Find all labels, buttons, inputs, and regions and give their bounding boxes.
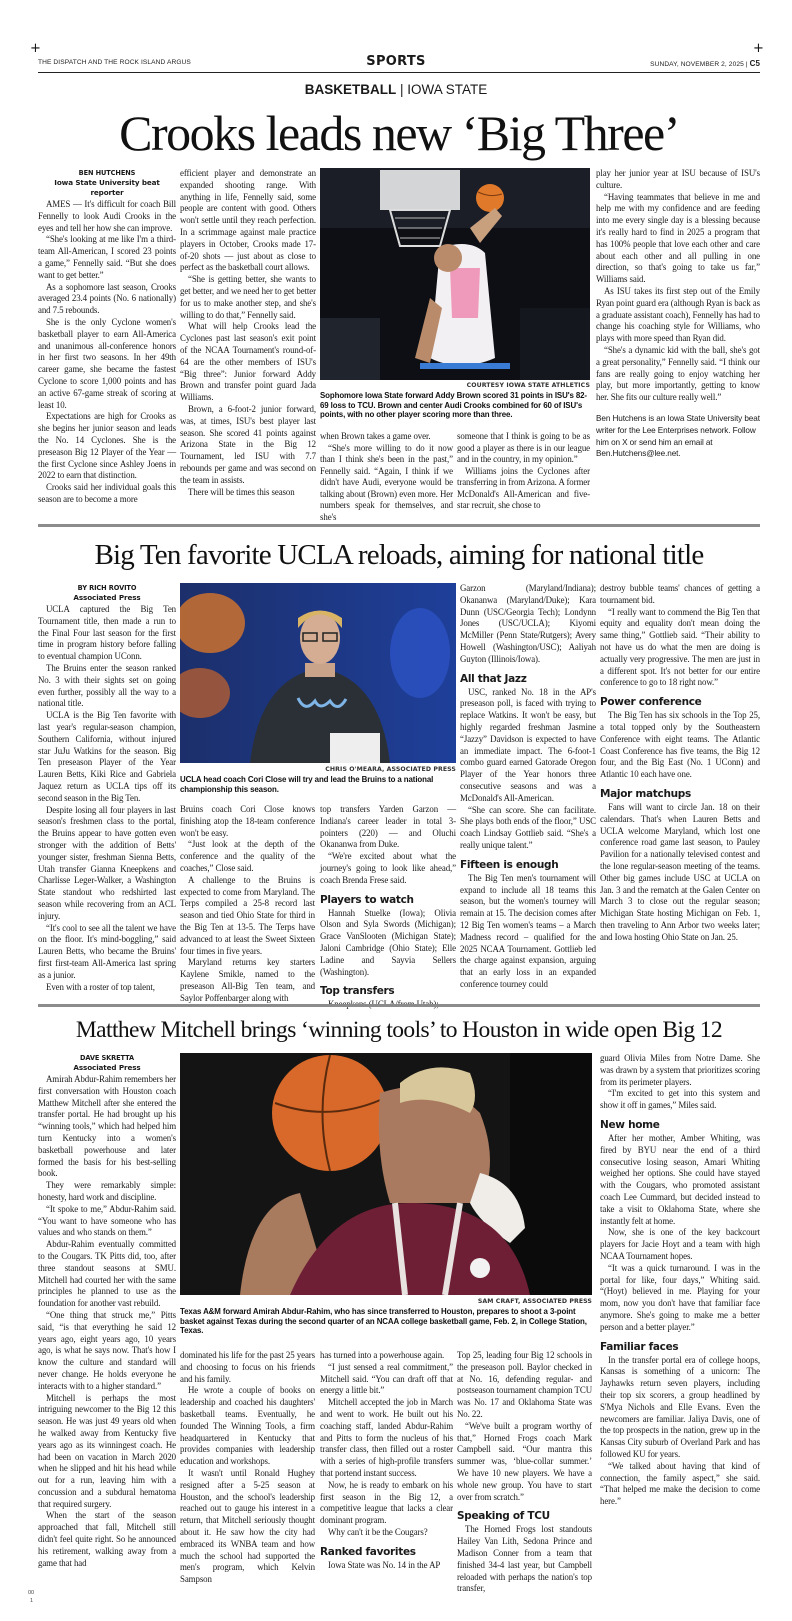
header-rule <box>38 72 760 73</box>
photo-cori-close <box>180 583 456 763</box>
paragraph: “We talked about having that kind of connection, the family aspect,” she said. “That helped me make the decision to come here.” <box>600 1460 760 1507</box>
paragraph: Iowa State was No. 14 in the AP <box>328 1559 441 1570</box>
article1-column-4 <box>457 431 590 512</box>
paragraph: dominated his life for the past 25 years and choosing to focus on his friends and his family. <box>180 1350 315 1384</box>
photo-credit: COURTESY IOWA STATE ATHLETICS <box>466 382 590 389</box>
photo-credit: SAM CRAFT, ASSOCIATED PRESS <box>477 1298 592 1305</box>
byline <box>38 1053 176 1073</box>
headline-ucla <box>38 535 760 575</box>
issue-date: SUNDAY, NOVEMBER 2, 2025 <box>650 61 744 68</box>
headline-text: Big Ten favorite UCLA reloads, aiming for national title <box>94 539 704 571</box>
paragraph: There will be times this season <box>188 486 295 497</box>
section-title: SPORTS <box>366 54 426 69</box>
kicker-divider: | <box>396 82 408 97</box>
subhead: Major matchups <box>600 787 691 800</box>
paragraph: The Horned Frogs lost standouts Hailey Van Lith, Sedona Prince and Madison Conner from a team that finished 34-4 last year, but Campbell reloaded with perhaps the nation's top transfer, <box>457 1524 592 1594</box>
photo-abdur-rahim <box>180 1053 592 1295</box>
plate-mark: 00 <box>28 1590 35 1596</box>
photo-addy-brown <box>320 168 590 380</box>
date-and-page <box>650 59 760 68</box>
article2-column-4 <box>460 583 596 991</box>
byline-name: DAVE SKRETTA <box>79 1054 134 1062</box>
paragraph: Despite losing all four players in last season's freshmen class to the portal, the Bruins appear to have gotten even stronger with the addition of Betts' younger sister, freshman Sienna Betts, Utah transfer Gianna Kneepkens and Charlisse Leger-Walker, a Washington State standout who redshirted last season while recovering from an ACL injury. <box>38 804 176 921</box>
article1-column-1 <box>38 168 176 506</box>
paragraph: He wrote a couple of books on leadership and coached his daughters' basketball teams. Eventually, he founded The Winning Tools, a firm headquartered in Kentucky that provides companies with leadership education and workshops. <box>180 1385 315 1467</box>
divider: | <box>745 61 750 68</box>
byline-name: BY RICH ROVITO <box>77 584 137 592</box>
paragraph: someone that I think is going to be as good a player as there is in our league and in the country, in my opinion.” <box>457 431 590 464</box>
byline-role: Associated Press <box>73 1063 141 1072</box>
paragraph: AMES — It's difficult for coach Bill Fennelly to look Audi Crooks in the eyes and tell her how she can improve. <box>38 199 176 233</box>
paragraph: Bruins coach Cori Close knows finishing atop the 18-team conference won't be easy. <box>180 804 315 838</box>
article-separator <box>38 1004 760 1007</box>
paragraph: “It spoke to me,” Abdur-Rahim said. “You want to have someone who has values and who stands on them.” <box>38 1203 176 1238</box>
byline-role: Associated Press <box>73 593 141 602</box>
paragraph: Now, she is one of the key backcourt players for Jacie Hoyt and a team with high NCAA Tournament hopes. <box>600 1227 760 1261</box>
paragraph: Abdur-Rahim eventually committed to the Cougars. TK Pitts did, too, after three standout seasons at SMU. Mitchell had courted her with the same principles he planned to use as the foundation for another vast rebuild. <box>38 1239 176 1309</box>
subhead: Familiar faces <box>600 1340 679 1353</box>
article1-column-2 <box>180 168 316 498</box>
paragraph: Now, he is ready to embark on his first season in the Big 12, a competitive league that lacks a clear dominant program. <box>320 1479 453 1526</box>
paragraph: The Big Ten men's tournament will expand to include all 18 teams this season, but the women's tourney will remain at 15. The decision comes after 12 Big Ten women's teams – a March Madness record – qualified for the 2025 NCAA Tournament. Gottlieb led the charge against expansion, arguing that an early loss in an expanded conference tourney could <box>460 872 596 989</box>
article3-column-2 <box>180 1350 315 1586</box>
author-tagline: Ben Hutchens is an Iowa State University beat writer for the Lee Enterprises network. Follow him on X or send him an email at Ben.Hutchens@lee.net. <box>596 413 760 459</box>
headline-text: Matthew Mitchell brings ‘winning tools’ to Houston in wide open Big 12 <box>75 1017 723 1043</box>
paragraph: Mitchell is perhaps the most intriguing newcomer to the Big 12 this season. He was just 49 years old when he walked away from Kentucky five years ago as its winningest coach. He had been on vacation in March 2020 when he slipped and hit his head while out for a run, leaving him with a concussion and a subdural hematoma that required surgery. <box>38 1392 176 1509</box>
paragraph: Crooks said her individual goals this season are to become a more <box>38 482 176 504</box>
paragraph: “One thing that struck me,” Pitts said, “is that everything he said 12 years ago, eight years ago, 10 years ago, is what he says now. That's how I know the culture and standard will never change. He holds everyone he interacts with to a higher standard.” <box>38 1309 176 1391</box>
subhead: New home <box>600 1118 660 1131</box>
paragraph: What will help Crooks lead the Cyclones past last season's exit point of the NCAA Tournament's round-of-64 are the other members of ISU's “Big three”: Junior forward Addy Brown and transfer point guard Jada Williams. <box>180 321 316 403</box>
headline-crooks <box>38 104 760 162</box>
paragraph: “I'm excited to get into this system and show it off in games,” Miles said. <box>600 1088 760 1111</box>
kicker-topic: IOWA STATE <box>407 82 488 97</box>
photo-caption: UCLA head coach Cori Close will try and lead the Bruins to a national championship this season. <box>180 775 434 794</box>
paragraph: Why can't it be the Cougars? <box>328 1526 428 1537</box>
article3-column-5 <box>600 1053 760 1508</box>
paragraph: As ISU takes its first step out of the Emily Ryan point guard era (although Ryan is back as a graduate assistant coach), Fennelly has had to change his coaching style for Williams, who plays with more speed than Ryan did. <box>596 285 760 344</box>
byline <box>38 583 176 603</box>
paragraph: When the start of the season approached that fall, Mitchell still didn't feel quite right. So he announced his retirement, walking away from a game that had <box>38 1510 176 1568</box>
crop-mark-icon: + <box>30 41 41 56</box>
crop-mark-icon: + <box>753 41 764 56</box>
paragraph: The Bruins enter the season ranked No. 3 with their sights set on going even further, possibly all the way to a national title. <box>38 662 176 709</box>
paragraph: Fans will want to circle Jan. 18 on their calendars. That's when Lauren Betts and UCLA welcome Maryland, which lost one conference road game last season, to Pauley Pavilion for a nationally televised contest and the lone regular-season meeting of the teams. Other big games include USC at UCLA on Jan. 3 and the rematch at the Galen Center on March 3 to close out the regular season; Michigan State hosting Michigan on Feb. 1, then traveling to Ann Arbor two weeks later; and Iowa hosting Ohio State on Jan. 25. <box>600 801 760 942</box>
photo-credit: CHRIS O'MEARA, ASSOCIATED PRESS <box>325 766 456 773</box>
paragraph: “We've built a program worthy of that,” Horned Frogs coach Mark Campbell said. “Our mantra this summer was, ‘blue-collar summer.’ We have 10 new players. We have a whole new group. You have to start over from scratch.” <box>457 1420 592 1502</box>
headline-text: Crooks leads new ‘Big Three’ <box>119 105 679 161</box>
paragraph: USC, ranked No. 18 in the AP's preseason poll, is faced with trying to replace Watkins. It won't be easy, but highly regarded freshman Jasmine “Jazzy” Davidson is expected to have an immediate impact. The 6-foot-1 combo guard earned Gatorade Oregon Player of the Year honors three consecutive seasons and was a McDonald's All-American. <box>460 686 596 803</box>
paragraph: “I really want to commend the Big Ten that equity and equality don't mean doing the same thing,” Gottlieb said. “Their ability to not have us do what the men are doing is actually very progressive. The men are just in a different spot. It's not better for our entire conference to go to 18 right now.” <box>600 606 760 688</box>
paragraph: “I just sensed a real commitment,” Mitchell said. “You can draft off that energy a little bit.” <box>320 1361 453 1396</box>
publication-name: THE DISPATCH AND THE ROCK ISLAND ARGUS <box>38 59 191 66</box>
paragraph: Expectations are high for Crooks as she begins her junior season and leads the No. 14 Cyclones. She is the preseason Big 12 Player of the Year — the first Cyclone since Ashley Joens in 2022 to earn that distinction. <box>38 411 176 481</box>
paragraph: “She's looking at me like I'm a third-team All-American, I scored 23 points a game,” Fennelly said. “But she does want to get better.” <box>38 234 176 280</box>
paragraph: She is the only Cyclone women's basketball player to earn All-America and unanimous all-conference honors in her first two seasons. In her 49th career game, she became the fastest Cyclone to score 1,000 points and has an active 67-game streak of scoring at least 10. <box>38 316 176 410</box>
headline-mitchell <box>38 1013 760 1047</box>
paragraph: Maryland returns key starters Kaylene Smikle, named to the preseason All-Big Ten team, and Saylor Poffenbarger along with <box>180 957 315 1003</box>
article-separator <box>38 524 760 527</box>
byline <box>38 168 176 198</box>
paragraph: top transfers Yarden Garzon — Indiana's career leader in total 3-pointers (220) — and Oluchi Okananwa from Duke. <box>320 804 456 850</box>
paragraph: “It was a quick turnaround. I was in the portal for like, four days,” Whiting said. “(Hoyt) believed in me. Playing for your mom, now you don't have that familiar face anymore. She's going to make me a better person and a better player.” <box>600 1262 760 1332</box>
paragraph: As a sophomore last season, Crooks averaged 23.4 points (No. 6 nationally) and 7.5 rebounds. <box>38 281 176 316</box>
paragraph: “It's cool to see all the talent we have on the floor. It's mind-boggling,” said Lauren Betts, who became the Bruins' first first-team All-America last spring as a junior. <box>38 922 176 980</box>
paragraph: efficient player and demonstrate an expanded shooting range. With anything in life, Fennelly said, some people are content with good. Others won't settle until they reach perfection. In a scrimmage against male practice players in October, Crooks made 17-of-20 shots — just about as close to perfect as the basketball court allows. <box>180 168 316 273</box>
subhead: Ranked favorites <box>320 1545 416 1558</box>
paragraph: Brown, a 6-foot-2 junior forward, was, at times, ISU's best player last season. She scored 41 points against Arizona State in the Big 12 Tournament, led ISU with 7.7 rebounds per game and was second on the team in assists. <box>180 403 316 485</box>
subhead: Fifteen is enough <box>460 858 559 871</box>
paragraph: “We're excited about what the journey's going to look like ahead,” coach Brenda Frese said. <box>320 851 456 885</box>
article1-column-3 <box>320 431 453 523</box>
paragraph: Even with a roster of top talent, <box>46 981 155 992</box>
byline-role: Iowa State University beat reporter <box>54 178 160 197</box>
paragraph: “She can score. She can facilitate. She plays both ends of the floor,” USC coach Lindsay Gottlieb said. “She's a really unique talent.” <box>460 804 596 850</box>
paragraph: “She's more willing to do it now than I think she's been in the past,” Fennelly said. “Again, I think if we didn't have Audi, everyone would be talking about (Brown) even more. Her numbers speak for themselves, and she's <box>320 442 453 522</box>
article3-column-1 <box>38 1053 176 1569</box>
paragraph: UCLA captured the Big Ten Tournament title, then made a run to the Final Four last season for the first time in program history before falling to eventual champion UConn. <box>38 604 176 662</box>
paragraph: destroy bubble teams' chances of getting a tournament bid. <box>600 583 760 605</box>
paragraph: Amirah Abdur-Rahim remembers her first conversation with Houston coach Matthew Mitchell after she entered the transfer portal. He had brought up his “winning tools,” which had helped him turn Kentucky into a women's basketball powerhouse and later formed the basis for his best-selling book. <box>38 1074 176 1179</box>
subhead: Power conference <box>600 696 702 709</box>
page-number: C5 <box>749 59 760 68</box>
paragraph: A challenge to the Bruins is expected to come from Maryland. The Terps compiled a 25-8 record last season and tied Ohio State for third in the Big Ten at 13-5. The Terps have advanced to at least the Sweet Sixteen four times in five years. <box>180 874 315 956</box>
paragraph: In the transfer portal era of college hoops, Kansas is something of a unicorn: The Jayhawks return seven players, including their top six scorers, a group headlined by S'Mya Nichols and Elle Evans. Even the newcomers are familiar. Jaliya Davis, one of the top prospects in the nation, grew up in the Kansas City suburb of Overland Park and has followed KU for years. <box>600 1354 760 1459</box>
subhead: Players to watch <box>320 893 414 906</box>
article3-column-4 <box>457 1350 592 1595</box>
paragraph: has turned into a powerhouse again. <box>320 1350 445 1360</box>
paragraph: “Having teammates that believe in me and help me with my confidence and are feeding into me every single day is a blessing because it's really hard to find in 2025 a program that has 100% people that love each other and care about each other and all pulling in one direction, so that's going to take us far,” Williams said. <box>596 191 760 285</box>
paragraph: “She's a dynamic kid with the ball, she's got a great personality,” Fennelly said. “I think our fans are really going to enjoy watching her play, but more importantly, getting to know her. She fits our culture really well.” <box>596 344 760 403</box>
paragraph: After her mother, Amber Whiting, was fired by BYU near the end of a third consecutive losing season, Amari Whiting weighed her options. She could have stayed with the Cougars, who promoted assistant coach Lee Cummard, but decided instead to take a visit to Oklahoma State, where she instantly felt at home. <box>600 1132 760 1226</box>
article1-column-5 <box>596 168 760 460</box>
paragraph: It wasn't until Ronald Hughey resigned after a 5-25 season at Houston, and the school's leadership reached out to gauge his interest in a return, that Mitchell seriously thought about it. He saw how the city had embraced its WNBA team and how much the school had supported the men's program, which Kelvin Sampson <box>180 1467 315 1585</box>
article2-column-3 <box>320 804 456 1011</box>
photo-caption: Texas A&M forward Amirah Abdur-Rahim, who has since transferred to Houston, prepares to shoot a 3-point basket against Texas during the second quarter of an NCAA college basketball game, Feb. 2, in College Station, Texas. <box>180 1307 587 1336</box>
subhead: Top transfers <box>320 985 395 998</box>
photo-caption: Sophomore Iowa State forward Addy Brown scored 31 points in ISU's 82-69 loss to TCU. Brown and center Audi Crooks combined for 60 of ISU's points, with no other player scoring more than three. <box>320 391 587 420</box>
paragraph: The Big Ten has six schools in the Top 25, a total topped only by the Southeastern Conference with eight teams. The Atlantic Coast Conference has five teams, the Big 12 four, and the Big East (No. 1 UConn) and Atlantic 10 each have one. <box>600 710 760 780</box>
paragraph: They were remarkably simple: honesty, hard work and discipline. <box>38 1180 176 1202</box>
paragraph: play her junior year at ISU because of ISU's culture. <box>596 168 760 190</box>
paragraph: UCLA is the Big Ten favorite with last year's regular-season champion, Southern California, without injured star JuJu Watkins for the season. Big Ten preseason Player of the Year Lauren Betts, Kiki Rice and Gabriela Jaquez return as UCLA tips off its second season in the Big Ten. <box>38 710 176 803</box>
paragraph: when Brown takes a game over. <box>320 431 431 441</box>
subhead: Speaking of TCU <box>457 1510 550 1523</box>
paragraph: guard Olivia Miles from Notre Dame. She was drawn by a system that prioritizes scoring from its perimeter players. <box>600 1053 760 1087</box>
paragraph: Hannah Stuelke (Iowa); Olivia Olson and Syla Swords (Michigan); Grace VanSlooten (Michigan State); Jaloni Cambridge (Ohio State); Elle Ladine and Sayvia Sellers (Washington). <box>320 907 456 977</box>
paragraph: “She is getting better, she wants to get better, and we need her to get better for us to make another step, and she's willing to do that,” Fennelly said. <box>180 274 316 320</box>
paragraph: Garzon (Maryland/Indiana); Okananwa (Maryland/Duke); Kara Dunn (USC/Georgia Tech); Londynn Jones (USC/UCLA); Kiyomi McMiller (Penn State/Rutgers); Avery Howell (Washington/USC); Aaliyah Guyton (Illinois/Iowa). <box>460 583 596 664</box>
article-kicker <box>0 82 792 97</box>
kicker-category: BASKETBALL <box>304 82 397 97</box>
subhead: All that Jazz <box>460 672 527 685</box>
byline-name: BEN HUTCHENS <box>78 169 136 177</box>
article2-column-1 <box>38 583 176 993</box>
article2-column-2 <box>180 804 315 1005</box>
paragraph: Williams joins the Cyclones after transferring in from Arizona. A former McDonald's All-American and five-star recruit, she chose to <box>457 465 590 510</box>
article3-column-3 <box>320 1350 453 1572</box>
paragraph: Top 25, leading four Big 12 schools in the preseason poll. Baylor checked in at No. 16, defending regular- and postseason tournament champion TCU was No. 17 and Oklahoma State was No. 22. <box>457 1350 592 1419</box>
paragraph: Mitchell accepted the job in March and went to work. He built out his coaching staff, landed Abdur-Rahim and Pitts to form the nucleus of his transfer class, then filled out a roster with a series of high-profile transfers that portend instant success. <box>320 1397 453 1478</box>
article2-column-5 <box>600 583 760 944</box>
paragraph: “Just look at the depth of the conference and the quality of the coaches,” Close said. <box>180 839 315 873</box>
plate-mark: 1 <box>30 1598 34 1604</box>
